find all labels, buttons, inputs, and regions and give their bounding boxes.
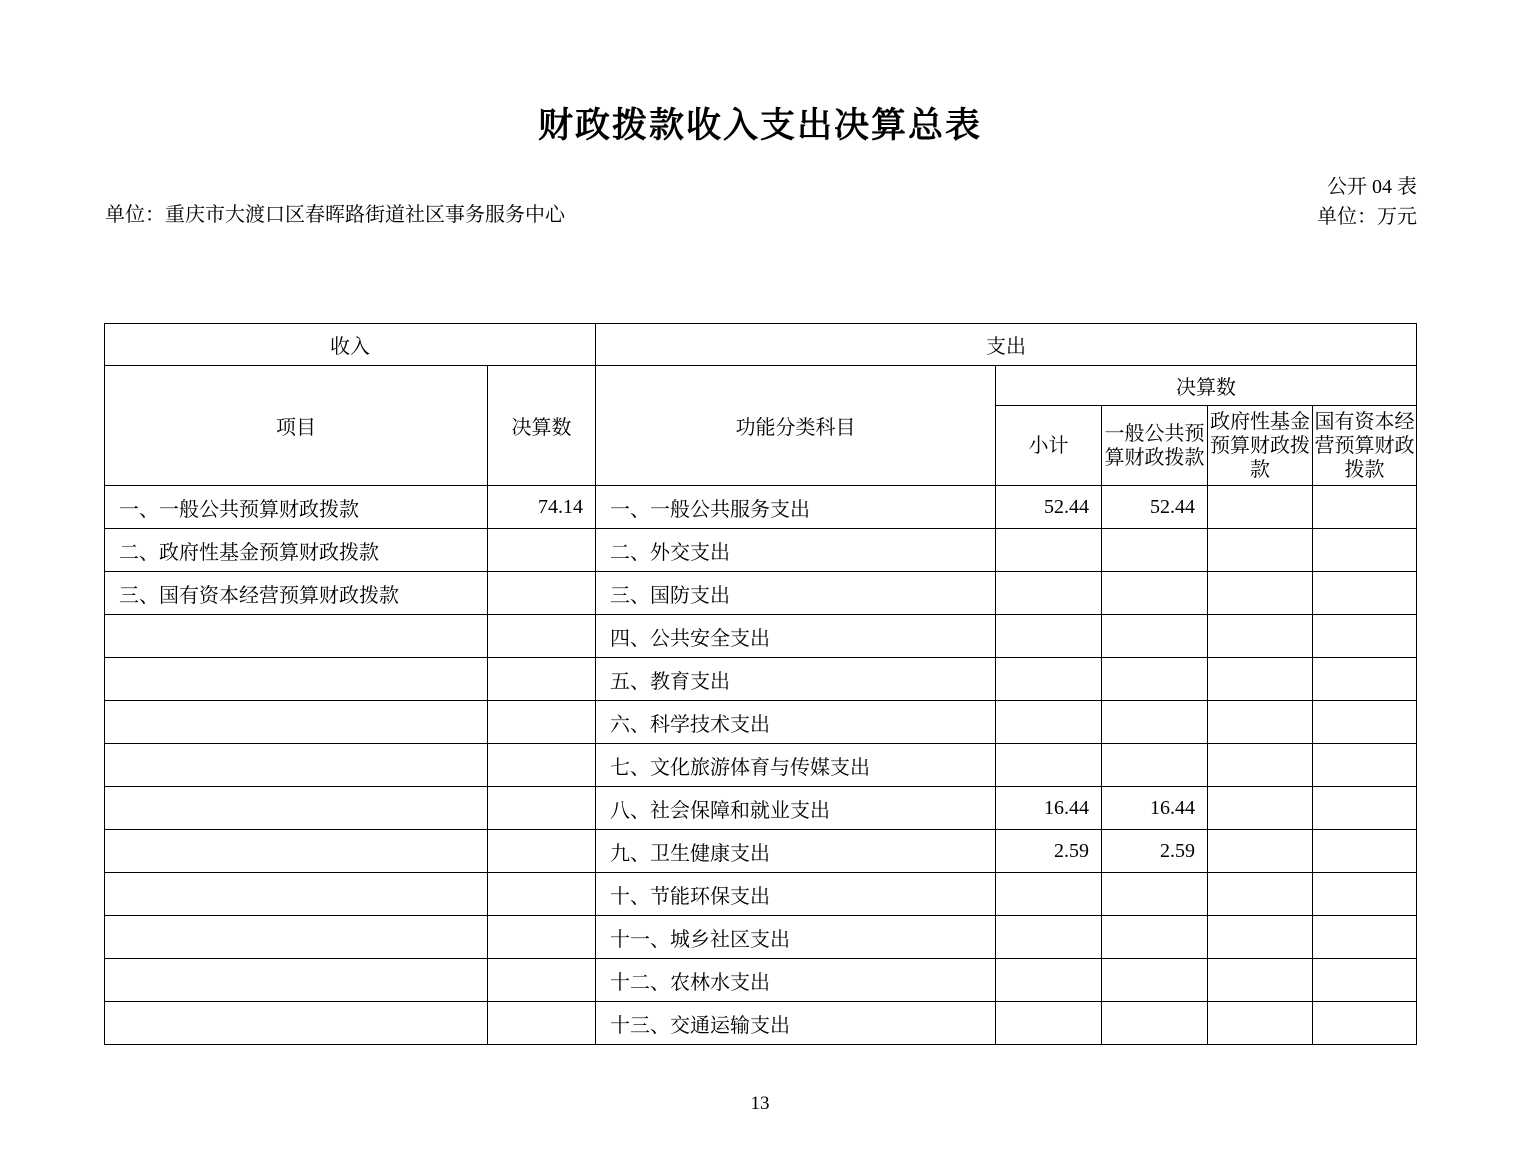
table-row — [105, 744, 1417, 787]
income-item-label — [105, 830, 488, 873]
expenditure-subtotal — [996, 658, 1102, 701]
expenditure-subtotal — [996, 701, 1102, 744]
table-row — [105, 572, 1417, 615]
income-item-label — [105, 787, 488, 830]
organization-name: 单位：重庆市大渡口区春晖路街道社区事务服务中心 — [105, 204, 565, 226]
table-row — [105, 701, 1417, 744]
expenditure-subtotal — [996, 959, 1102, 1002]
financial-table — [104, 323, 1417, 1045]
header-func-category: 功能分类科目 — [596, 366, 996, 486]
expenditure-gov-fund — [1208, 1002, 1313, 1045]
expenditure-state-capital — [1313, 959, 1417, 1002]
table-row — [105, 615, 1417, 658]
expenditure-state-capital — [1313, 572, 1417, 615]
expenditure-gov-fund — [1208, 658, 1313, 701]
income-item-amount — [488, 744, 596, 787]
expenditure-general-public — [1102, 701, 1208, 744]
income-item-amount — [488, 529, 596, 572]
table-row — [105, 1002, 1417, 1045]
table-row — [105, 916, 1417, 959]
header-settlement-group: 决算数 — [996, 366, 1417, 406]
expenditure-gov-fund — [1208, 572, 1313, 615]
expenditure-general-public: 2.59 — [1102, 830, 1208, 873]
income-item-amount — [488, 701, 596, 744]
expenditure-general-public — [1102, 916, 1208, 959]
expenditure-general-public — [1102, 873, 1208, 916]
income-item-amount — [488, 787, 596, 830]
expenditure-subtotal — [996, 529, 1102, 572]
income-item-label — [105, 959, 488, 1002]
income-item-label: 一、一般公共预算财政拨款 — [105, 486, 488, 529]
table-row — [105, 658, 1417, 701]
expenditure-subtotal — [996, 615, 1102, 658]
income-item-label — [105, 744, 488, 787]
income-item-amount — [488, 873, 596, 916]
expenditure-item-label: 三、国防支出 — [596, 572, 996, 615]
expenditure-state-capital — [1313, 830, 1417, 873]
expenditure-subtotal — [996, 744, 1102, 787]
expenditure-state-capital — [1313, 658, 1417, 701]
expenditure-gov-fund — [1208, 873, 1313, 916]
income-item-amount — [488, 916, 596, 959]
expenditure-gov-fund — [1208, 787, 1313, 830]
income-item-label: 二、政府性基金预算财政拨款 — [105, 529, 488, 572]
expenditure-state-capital — [1313, 529, 1417, 572]
expenditure-general-public: 16.44 — [1102, 787, 1208, 830]
expenditure-general-public — [1102, 615, 1208, 658]
expenditure-item-label: 七、文化旅游体育与传媒支出 — [596, 744, 996, 787]
expenditure-gov-fund — [1208, 744, 1313, 787]
income-item-label — [105, 1002, 488, 1045]
expenditure-item-label: 五、教育支出 — [596, 658, 996, 701]
expenditure-gov-fund — [1208, 486, 1313, 529]
expenditure-item-label: 九、卫生健康支出 — [596, 830, 996, 873]
table-row — [105, 486, 1417, 529]
header-col-gov-fund: 政府性基金预算财政拨款 — [1208, 406, 1313, 486]
table-row — [105, 529, 1417, 572]
income-item-amount — [488, 572, 596, 615]
expenditure-item-label: 二、外交支出 — [596, 529, 996, 572]
expenditure-state-capital — [1313, 615, 1417, 658]
expenditure-item-label: 十、节能环保支出 — [596, 873, 996, 916]
expenditure-subtotal: 52.44 — [996, 486, 1102, 529]
expenditure-general-public — [1102, 959, 1208, 1002]
expenditure-state-capital — [1313, 1002, 1417, 1045]
sheet-number: 公开 04 表 — [1327, 176, 1417, 198]
table-row — [105, 873, 1417, 916]
document-page — [0, 98, 1520, 1173]
income-item-amount — [488, 1002, 596, 1045]
income-item-label — [105, 916, 488, 959]
expenditure-general-public: 52.44 — [1102, 486, 1208, 529]
expenditure-gov-fund — [1208, 529, 1313, 572]
page-number: 13 — [750, 1093, 770, 1114]
expenditure-state-capital — [1313, 701, 1417, 744]
expenditure-state-capital — [1313, 873, 1417, 916]
amount-unit: 单位：万元 — [1317, 206, 1417, 228]
expenditure-item-label: 十二、农林水支出 — [596, 959, 996, 1002]
expenditure-state-capital — [1313, 916, 1417, 959]
expenditure-subtotal — [996, 1002, 1102, 1045]
header-col-subtotal: 小计 — [996, 406, 1102, 486]
expenditure-gov-fund — [1208, 615, 1313, 658]
income-item-label — [105, 658, 488, 701]
expenditure-state-capital — [1313, 744, 1417, 787]
income-item-amount — [488, 615, 596, 658]
table-row — [105, 787, 1417, 830]
table-row — [105, 959, 1417, 1002]
expenditure-subtotal: 2.59 — [996, 830, 1102, 873]
header-income-amount: 决算数 — [488, 366, 596, 486]
table-row — [105, 830, 1417, 873]
income-item-amount — [488, 658, 596, 701]
expenditure-general-public — [1102, 529, 1208, 572]
expenditure-general-public — [1102, 1002, 1208, 1045]
income-item-label — [105, 701, 488, 744]
expenditure-subtotal — [996, 572, 1102, 615]
expenditure-subtotal — [996, 873, 1102, 916]
document-meta — [0, 170, 1520, 228]
income-item-amount — [488, 959, 596, 1002]
expenditure-item-label: 十一、城乡社区支出 — [596, 916, 996, 959]
table-header-groups — [105, 324, 1417, 366]
expenditure-item-label: 八、社会保障和就业支出 — [596, 787, 996, 830]
expenditure-gov-fund — [1208, 959, 1313, 1002]
expenditure-item-label: 六、科学技术支出 — [596, 701, 996, 744]
expenditure-item-label: 十三、交通运输支出 — [596, 1002, 996, 1045]
expenditure-general-public — [1102, 658, 1208, 701]
expenditure-gov-fund — [1208, 830, 1313, 873]
header-col-general-public: 一般公共预算财政拨款 — [1102, 406, 1208, 486]
expenditure-general-public — [1102, 572, 1208, 615]
income-item-amount — [488, 830, 596, 873]
income-item-label — [105, 615, 488, 658]
expenditure-general-public — [1102, 744, 1208, 787]
expenditure-subtotal — [996, 916, 1102, 959]
expenditure-subtotal: 16.44 — [996, 787, 1102, 830]
expenditure-gov-fund — [1208, 916, 1313, 959]
table-header-settlement — [105, 366, 1417, 406]
expenditure-state-capital — [1313, 787, 1417, 830]
header-income-group: 收入 — [105, 324, 596, 366]
header-col-state-capital: 国有资本经营预算财政拨款 — [1313, 406, 1417, 486]
income-item-label — [105, 873, 488, 916]
income-item-label: 三、国有资本经营预算财政拨款 — [105, 572, 488, 615]
expenditure-item-label: 一、一般公共服务支出 — [596, 486, 996, 529]
income-item-amount: 74.14 — [488, 486, 596, 529]
expenditure-state-capital — [1313, 486, 1417, 529]
expenditure-item-label: 四、公共安全支出 — [596, 615, 996, 658]
page-title: 财政拨款收入支出决算总表 — [537, 106, 982, 145]
header-income-item: 项目 — [105, 366, 488, 486]
expenditure-gov-fund — [1208, 701, 1313, 744]
header-expenditure-group: 支出 — [596, 324, 1417, 366]
